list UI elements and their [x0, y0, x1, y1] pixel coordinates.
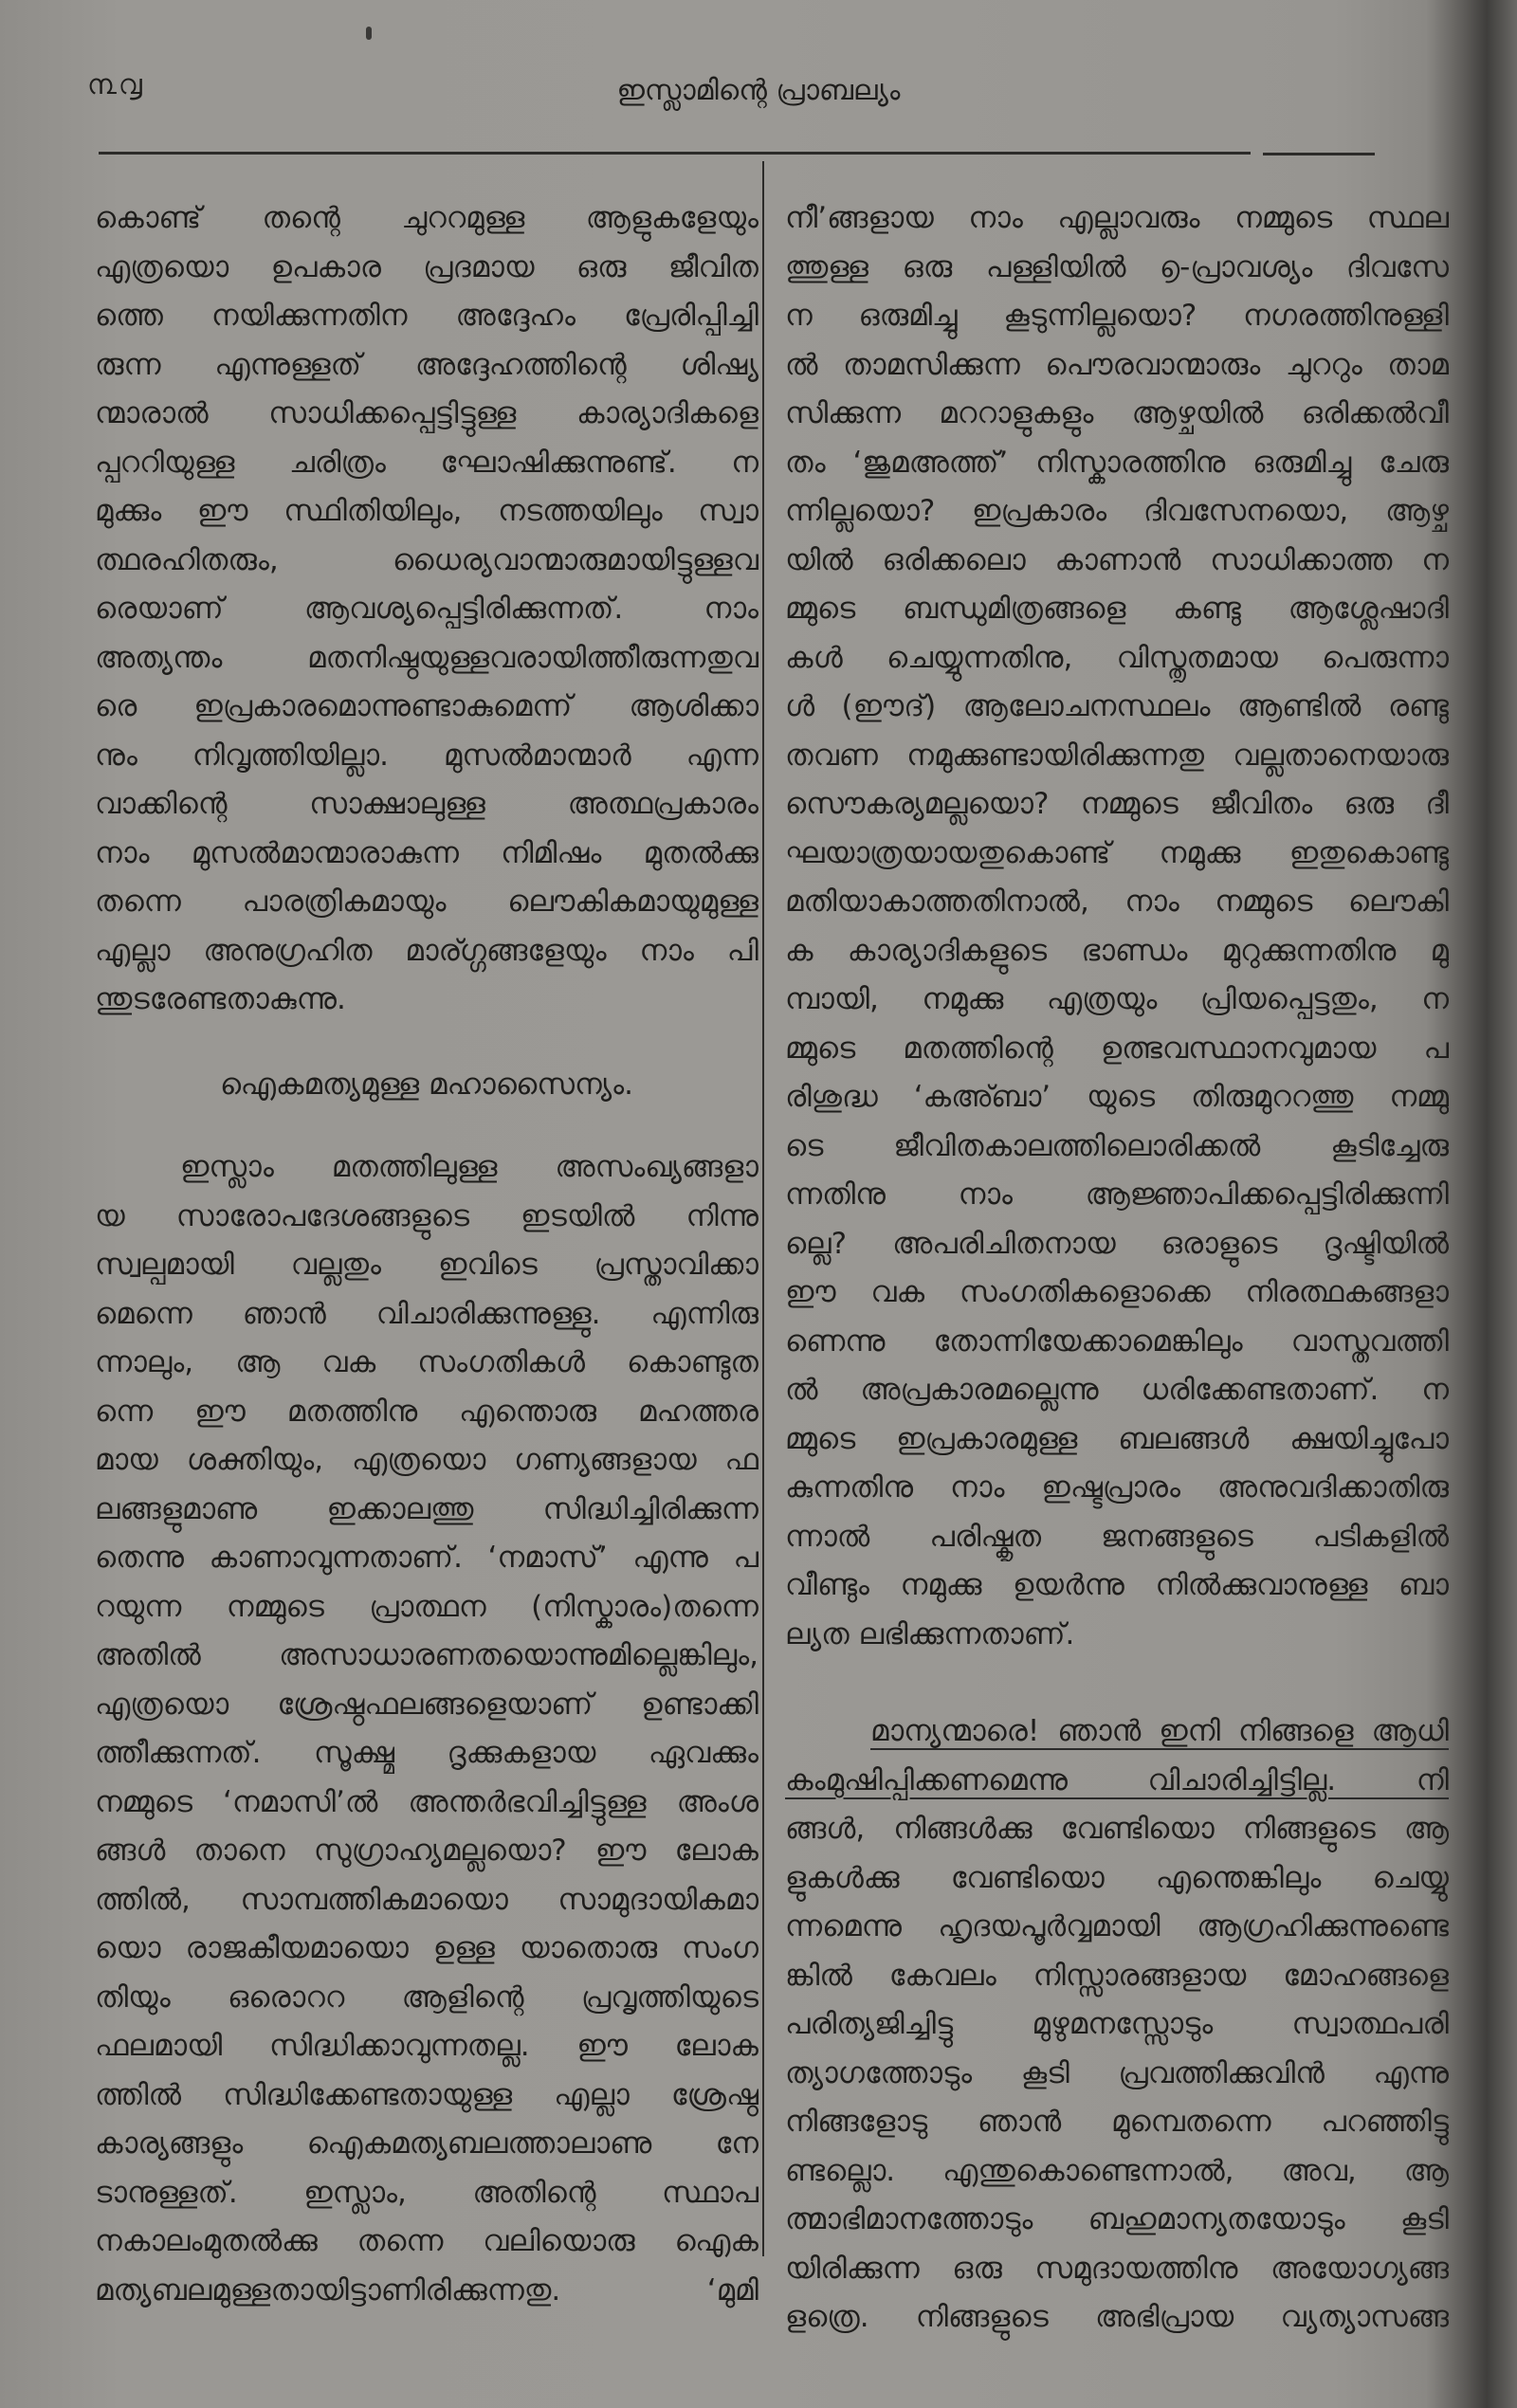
text-line: കൊണ്ട് തന്റെ ചുററമുള്ള ആളുകളേയും	[95, 201, 758, 235]
text-line: നിങ്ങളോടു ഞാൻ മുമ്പെതന്നെ പറഞ്ഞിട്ടു	[785, 2105, 1449, 2139]
text-line: ന ഒരുമിച്ചു കൂടുന്നില്ലയൊ? നഗരത്തിനുള്ളി	[785, 299, 1449, 333]
text-line: തം ‘ജുമഅത്ത്’ നിസ്കാരത്തിനു ഒരുമിച്ചു ചേരു	[785, 445, 1449, 480]
text-line: ഘയാത്രയായതുകൊണ്ട് നമുക്കു ഇതുകൊണ്ടു	[785, 835, 1449, 870]
text-line: മെന്നെ ഞാൻ വിചാരിക്കുന്നുള്ളു. എന്നിരു	[95, 1296, 758, 1331]
text-line: രുന്ന എന്നുള്ളത് അദ്ദേഹത്തിന്റെ ശിഷ്യ	[95, 347, 758, 382]
text-line: സിക്കുന്ന മററാളുകളും ആഴ്ചയിൽ ഒരിക്കൽവീ	[785, 396, 1449, 430]
text-line: ന്നാലും, ആ വക സംഗതികൾ കൊണ്ടുത	[95, 1345, 758, 1379]
section-heading: ഐകമത്യമുള്ള മഹാസൈന്യം.	[219, 1067, 634, 1102]
text-line: ടാനുള്ളത്. ഇസ്ലാം, അതിന്റെ സ്ഥാപ	[95, 2175, 758, 2210]
text-line: ത്തിൽ സിദ്ധിക്കേണ്ടതായുള്ള എല്ലാ ശ്രേഷ്ഠ	[95, 2077, 758, 2112]
text-line: ഫലമായി സിദ്ധിക്കാവുന്നതല്ല. ഈ ലോക	[95, 2029, 758, 2063]
text-line: ത്യാഗത്തോടും കൂടി പ്രവത്തിക്കുവിൻ എന്നു	[785, 2055, 1449, 2090]
page-number: ൩൮	[87, 68, 144, 101]
text-line: രിശുദ്ധ ‘കഅ്ബാ’ യുടെ തിരുമുററത്തു നമ്മു	[785, 1080, 1449, 1114]
text-line: യൊ രാജകീയമായൊ ഉള്ള യാതൊരു സംഗ	[95, 1931, 758, 1965]
right-column	[785, 194, 1449, 2343]
text-line: ല്ലെ? അപരിചിതനായ ഒരാളുടെ ദൃഷ്ടിയിൽ	[785, 1226, 1449, 1261]
text-line: നും നിവൃത്തിയില്ലാ. മുസൽമാന്മാർ എന്ന	[95, 738, 758, 773]
text-line: മ്മുടെ ബന്ധുമിത്രങ്ങളെ കണ്ടു ആശ്ലേഷാദി	[785, 592, 1449, 626]
text-line: എത്രയൊ ശ്രേഷ്ഠഫലങ്ങളെയാണ് ഉണ്ടാക്കി	[95, 1687, 758, 1722]
text-line: ങ്ങൾ, നിങ്ങൾക്കു വേണ്ടിയൊ നിങ്ങളുടെ ആ	[785, 1812, 1449, 1846]
text-line: ത്മാഭിമാനത്തോടും ബഹുമാന്യതയോടും കൂടി	[785, 2202, 1449, 2236]
text-line: മാന്യന്മാരെ! ഞാൻ ഇനി നിങ്ങളെ ആധി	[870, 1714, 1449, 1748]
text-line: ൾ (ഈദ്) ആലോചനസ്ഥലം ആണ്ടിൽ രണ്ടു	[785, 689, 1449, 723]
text-line: ടെ ജീവിതകാലത്തിലൊരിക്കൽ കൂടിച്ചേരു	[785, 1128, 1449, 1163]
paragraph	[95, 194, 758, 1025]
column-divider	[762, 161, 764, 2256]
text-line: മ്മുടെ ഇപ്രകാരമുള്ള ബലങ്ങൾ ക്ഷയിച്ചുപോ	[785, 1421, 1449, 1456]
header-rule	[99, 152, 1251, 155]
running-title: ഇസ്ലാമിന്റെ പ്രാബല്യം	[616, 74, 901, 107]
text-line: ന്നില്ലയൊ? ഇപ്രകാരം ദിവസേനയൊ, ആഴ്ച	[785, 494, 1449, 528]
text-line: മ്മുടെ മതത്തിന്റെ ഉത്ഭവസ്ഥാനവുമായ പ	[785, 1031, 1449, 1066]
text-line: നാം മുസൽമാന്മാരാകുന്ന നിമിഷം മുതൽക്കു	[95, 835, 758, 870]
text-line: റയുന്ന നമ്മുടെ പ്രാത്ഥന (നിസ്കാരം)തന്നെ	[95, 1589, 758, 1624]
text-line: ല്യത ലഭിക്കുന്നതാണ്.	[785, 1616, 1075, 1651]
text-line: തവണ നമുക്കുണ്ടായിരിക്കുന്നതു വല്ലതാനെയാരു	[785, 738, 1449, 773]
text-line: ന്തുടരേണ്ടതാകുന്നു.	[95, 982, 346, 1016]
text-line: കാര്യങ്ങളും ഐകമത്യബലത്താലാണു നേ	[95, 2126, 758, 2161]
text-line: മായ ശക്തിയും, എത്രയൊ ഗണ്യങ്ങളായ ഫ	[95, 1443, 758, 1477]
text-line: പരിത്യജിച്ചിട്ടു മുഴുമനസ്സോടും സ്വാത്ഥപരി	[785, 2007, 1449, 2041]
text-line: വീണ്ടും നമുക്കു ഉയർന്നു നിൽക്കുവാനുള്ള ബാ	[785, 1568, 1449, 1602]
text-line: ത്തെ നയിക്കുന്നതിന അദ്ദേഹം പ്രേരിപ്പിച്ചി	[95, 299, 758, 333]
text-line: രെയാണ് ആവശ്യപ്പെട്ടിരിക്കുന്നത്. നാം	[95, 592, 758, 626]
text-line: ന്നതിനു നാം ആജ്ഞാപിക്കപ്പെട്ടിരിക്കുന്നി	[785, 1177, 1449, 1212]
paragraph	[785, 1707, 1449, 2343]
text-line: തിയും ഒരൊററ ആളിന്റെ പ്രവൃത്തിയുടെ	[95, 1979, 758, 2015]
paragraph	[95, 1143, 758, 2315]
text-line: മുക്കും ഈ സ്ഥിതിയിലും, നടത്തയിലും സ്വാ	[95, 494, 758, 528]
text-line: ത്തീക്കുന്നത്. സൂക്ഷ്മ ദൃക്കുകളായ ഏവക്കും	[95, 1736, 758, 1770]
text-line: ണ്ടല്ലൊ. എന്തുകൊണ്ടെന്നാൽ, അവ, ആ	[785, 2153, 1449, 2188]
text-line: ന്നമെന്നു ഹൃദയപൂർവ്വമായി ആഗ്രഹിക്കുന്നുണ്ടെ	[785, 1909, 1449, 1943]
text-line: യിരിക്കുന്ന ഒരു സമുദായത്തിനു അയോഗ്യങ്ങ	[785, 2251, 1449, 2286]
header-rule-short	[1263, 153, 1375, 155]
text-line: രെ ഇപ്രകാരമൊന്നുണ്ടാകുമെന്ന് ആശിക്കാ	[95, 689, 758, 723]
text-line: എല്ലാ അനുഗ്രഹിത മാര്ഗ്ഗങ്ങളേയും നാം പി	[95, 933, 758, 968]
text-line: കംമുഷിപ്പിക്കണമെന്നു വിചാരിച്ചിട്ടില്ല. നി	[785, 1762, 1449, 1797]
text-line: അതിൽ അസാധാരണതയൊന്നുമില്ലെങ്കിലും,	[95, 1638, 758, 1672]
text-line: ൽ അപ്രകാരമല്ലെന്നു ധരിക്കേണ്ടതാണ്. ന	[785, 1373, 1449, 1407]
text-line: എത്രയൊ ഉപകാര പ്രദമായ ഒരു ജീവിത	[95, 249, 758, 284]
text-line: പ്പററിയുള്ള ചരിത്രം ഘോഷിക്കുന്നുണ്ട്. ന	[95, 445, 758, 480]
text-line: ങ്കിൽ കേവലം നിസ്സാരങ്ങളായ മോഹങ്ങളെ	[785, 1958, 1449, 1993]
text-line: ണെന്നു തോന്നിയേക്കാമെങ്കിലും വാസ്തവത്തി	[785, 1323, 1449, 1359]
text-line: മത്യബലമുള്ളതായിട്ടാണിരിക്കുന്നതു. ‘മുമി	[95, 2272, 758, 2308]
text-line: ഈ വക സംഗതികളൊക്കെ നിരത്ഥകങ്ങളാ	[785, 1275, 1449, 1309]
text-line: ക കാര്യാദികളുടെ ഭാണ്ഡം മുറുക്കുന്നതിനു മു	[785, 933, 1449, 968]
text-line: യ സാരോപദേശങ്ങളുടെ ഇടയിൽ നിന്നു	[95, 1198, 758, 1233]
text-line: ന്നെ ഈ മതത്തിനു എന്തൊരു മഹത്തര	[95, 1394, 758, 1429]
text-line: മ്പായി, നമുക്കു എത്രയും പ്രിയപ്പെട്ടതും, ന	[785, 982, 1449, 1016]
text-line: ങ്ങൾ താനെ സുഗ്രാഹ്യമല്ലയൊ? ഈ ലോക	[95, 1833, 758, 1868]
text-line: സ്വല്പമായി വല്ലതും ഇവിടെ പ്രസ്താവിക്കാ	[95, 1248, 758, 1282]
text-line: ത്ഥരഹിതരും, ധൈര്യവാന്മാരുമായിട്ടുള്ളവ	[95, 542, 758, 577]
text-line: വാക്കിന്റെ സാക്ഷാലുള്ള അത്ഥപ്രകാരം	[95, 787, 758, 821]
text-line: ത്തിൽ, സാമ്പത്തികമായൊ സാമുദായികമാ	[95, 1882, 758, 1917]
text-line: നീ’ങ്ങളായ നാം എല്ലാവരും നമ്മുടെ സ്ഥല	[785, 201, 1449, 235]
text-line: ളത്രെ. നിങ്ങളുടെ അഭിപ്രായ വ്യത്യാസങ്ങ	[785, 2300, 1449, 2334]
ink-speck	[366, 27, 372, 40]
text-line: ലങ്ങളുമാണു ഇക്കാലത്തു സിദ്ധിച്ചിരിക്കുന്ന	[95, 1491, 758, 1526]
text-line: നകാലംമുതൽക്കു തന്നെ വലിയൊരു ഐക	[95, 2224, 758, 2258]
text-line: മതിയാകാത്തതിനാൽ, നാം നമ്മുടെ ലൌകി	[785, 885, 1449, 919]
text-line: നമ്മുടെ ‘നമാസി’ൽ അന്തർഭവിച്ചിട്ടുള്ള അംശ	[95, 1784, 758, 1819]
paragraph-gap	[785, 1659, 1449, 1707]
text-line: തന്നെ പാരത്രികമായും ലൌകികമായുമുള്ള	[95, 885, 758, 919]
text-line: ന്നാൽ പരിഷ്കൃത ജനങ്ങളുടെ പടികളിൽ	[785, 1519, 1449, 1554]
text-line: സൌകര്യമല്ലയൊ? നമ്മുടെ ജീവിതം ഒരു ദീ	[785, 787, 1449, 821]
text-line: ളുകൾക്കു വേണ്ടിയൊ എന്തെങ്കിലും ചെയ്യു	[785, 1860, 1449, 1895]
text-line: ത്തുള്ള ഒരു പള്ളിയിൽ ൭-പ്രാവശ്യം ദിവസേ	[785, 249, 1449, 284]
paragraph	[785, 194, 1449, 1659]
text-line: ഇസ്ലാം മതത്തിലുള്ള അസംഖ്യങ്ങളാ	[180, 1150, 758, 1184]
text-line: കുന്നതിനു നാം ഇഷ്ടപ്രാരം അനുവദിക്കാതിരു	[785, 1470, 1449, 1505]
left-column	[95, 194, 758, 2315]
text-line: ന്മാരാൽ സാധിക്കപ്പെട്ടിട്ടുള്ള കാര്യാദികളെ	[95, 396, 758, 430]
text-line: തെന്നു കാണാവുന്നതാണ്. ‘നമാസ്’ എന്നു പ	[95, 1541, 758, 1575]
text-line: അത്യന്തം മതനിഷ്ഠയുള്ളവരായിത്തീരുന്നതുവ	[95, 640, 758, 675]
text-line: യിൽ ഒരിക്കലൊ കാണാൻ സാധിക്കാത്ത ന	[785, 542, 1449, 577]
text-line: ൽ താമസിക്കുന്ന പൌരവാന്മാരും ചുററും താമ	[785, 347, 1449, 382]
text-line: കൾ ചെയ്യുന്നതിനു, വിസ്തൃതമായ പെരുന്നാ	[785, 640, 1449, 675]
